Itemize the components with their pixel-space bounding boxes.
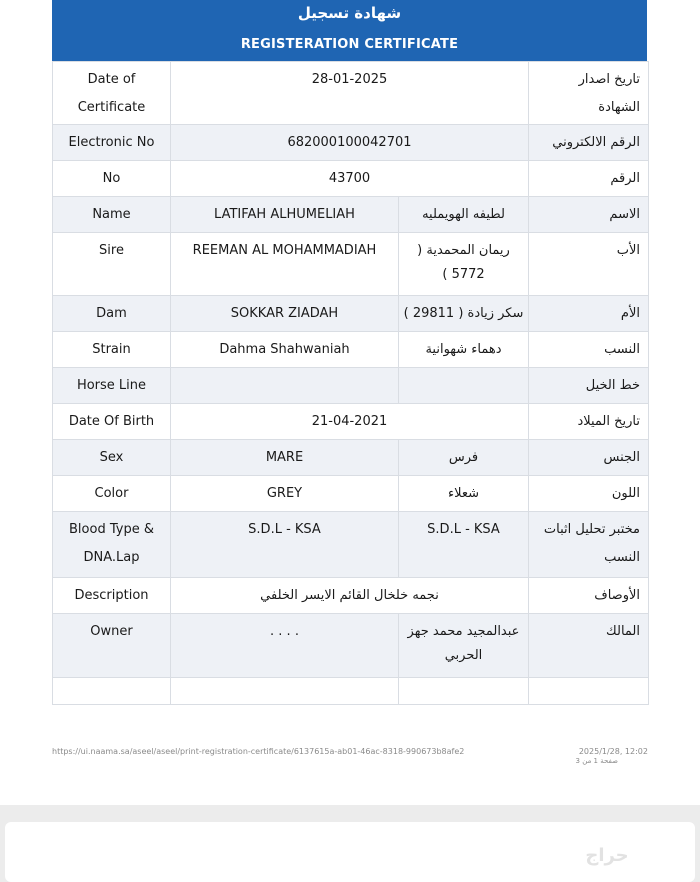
label-ar: الأم [529, 296, 649, 332]
value: نجمه خلخال القائم الايسر الخلفي [171, 578, 529, 614]
label-ar: تاريخ الميلاد [529, 404, 649, 440]
label-ar: الرقم [529, 161, 649, 197]
value-ar: فرس [399, 440, 529, 476]
value: 21-04-2021 [171, 404, 529, 440]
certificate-table [52, 61, 649, 705]
label-ar: تاريخ اصدار الشهادة [529, 62, 649, 125]
print-url: https://ui.naama.sa/aseel/aseel/print-registration-certificate/6137615a-ab01-46ac-8318-990673b8afe2 [52, 747, 465, 756]
empty-cell [399, 678, 529, 705]
value-ar: سكر زيادة ( 29811 ) [399, 296, 529, 332]
row-dob [53, 404, 649, 440]
row-dam [53, 296, 649, 332]
row-electronic-no [53, 125, 649, 161]
value-ar: لطيفه الهويمليه [399, 197, 529, 233]
label-ar: الجنس [529, 440, 649, 476]
row-empty [53, 678, 649, 705]
title-english: REGISTERATION CERTIFICATE [240, 37, 459, 52]
value-ar: شعلاء [399, 476, 529, 512]
value-en: GREY [171, 476, 399, 512]
label-ar: الاسم [529, 197, 649, 233]
label-ar: المالك [529, 614, 649, 678]
value-en: Dahma Shahwaniah [171, 332, 399, 368]
row-color [53, 476, 649, 512]
label-ar: الأوصاف [529, 578, 649, 614]
certificate-header [52, 0, 647, 61]
value-en [171, 368, 399, 404]
row-name [53, 197, 649, 233]
label-en: Description [53, 578, 171, 614]
row-strain [53, 332, 649, 368]
label-en: Blood Type & DNA.Lap [53, 512, 171, 578]
label-en: Dam [53, 296, 171, 332]
row-horse-line [53, 368, 649, 404]
value-en: . . . . [171, 614, 399, 678]
value-ar [399, 368, 529, 404]
label-en: Color [53, 476, 171, 512]
label-ar: خط الخيل [529, 368, 649, 404]
row-sire [53, 233, 649, 296]
label-en: Electronic No [53, 125, 171, 161]
label-en: Sex [53, 440, 171, 476]
row-no [53, 161, 649, 197]
empty-cell [171, 678, 399, 705]
row-owner [53, 614, 649, 678]
value: 28-01-2025 [171, 62, 529, 125]
value: 682000100042701 [171, 125, 529, 161]
value-en: SOKKAR ZIADAH [171, 296, 399, 332]
label-en: Horse Line [53, 368, 171, 404]
empty-cell [53, 678, 171, 705]
label-ar: الأب [529, 233, 649, 296]
label-ar: النسب [529, 332, 649, 368]
value-ar: S.D.L - KSA [399, 512, 529, 578]
value-ar: دهماء شهوانية [399, 332, 529, 368]
print-datetime: 2025/1/28, 12:02 [578, 747, 648, 756]
value-en: REEMAN AL MOHAMMADIAH [171, 233, 399, 296]
haraj-watermark-icon [562, 842, 652, 868]
label-ar: مختبر تحليل اثبات النسب [529, 512, 649, 578]
label-ar: الرقم الالكتروني [529, 125, 649, 161]
row-blood-type [53, 512, 649, 578]
label-en: Date Of Birth [53, 404, 171, 440]
watermark-text: حراج [585, 845, 629, 866]
label-en: Date of Certificate [53, 62, 171, 125]
row-date [53, 62, 649, 125]
label-en: No [53, 161, 171, 197]
label-en: Name [53, 197, 171, 233]
title-arabic: شهادة تسجيل [297, 4, 402, 22]
value: 43700 [171, 161, 529, 197]
value-ar: ريمان المحمدية ( 5772 ) [399, 233, 529, 296]
value-ar: عبدالمجيد محمد جهز الحربي [399, 614, 529, 678]
page-indicator: صفحة 1 من 3 [575, 757, 618, 765]
label-ar: اللون [529, 476, 649, 512]
row-description [53, 578, 649, 614]
label-en: Owner [53, 614, 171, 678]
value-en: S.D.L - KSA [171, 512, 399, 578]
row-sex [53, 440, 649, 476]
label-en: Sire [53, 233, 171, 296]
value-en: MARE [171, 440, 399, 476]
empty-cell [529, 678, 649, 705]
value-en: LATIFAH ALHUMELIAH [171, 197, 399, 233]
label-en: Strain [53, 332, 171, 368]
